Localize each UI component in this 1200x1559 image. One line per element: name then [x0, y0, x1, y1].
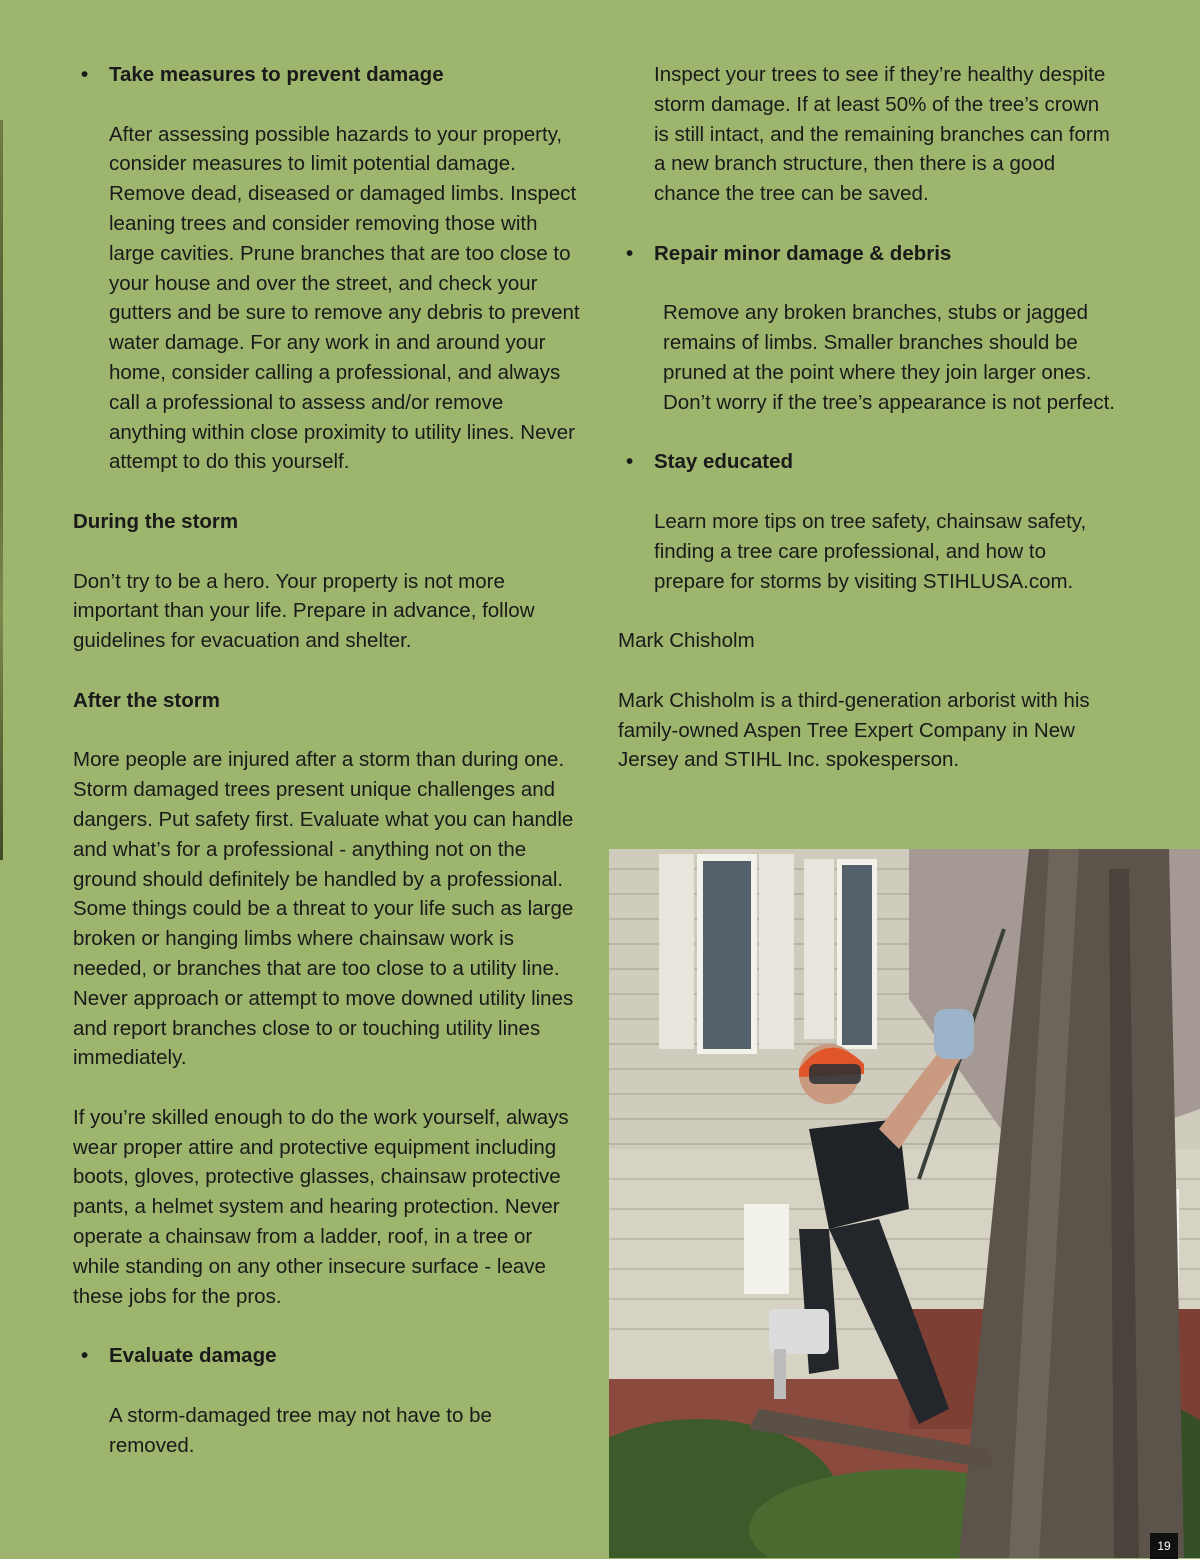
during-storm-text: Don’t try to be a hero. Your property is not more important than your life. Prepare in advance, follow guidelines for evacuation and shelter. — [73, 569, 535, 653]
page-number: 19 — [1150, 1533, 1178, 1559]
bullet-heading-stay-educated: • Stay educated — [618, 447, 1118, 477]
prevent-damage-text: After assessing possible hazards to your property, consider measures to limit potential damage. Remove dead, diseased or damaged limbs. Inspect leaning trees and consider removing those with large cavities. Prune branches that are too close to your house and over the street, and check your gutters and be sure to remove any debris to prevent water damage. For any work in and around your home, consider calling a professional, and always call a professional to assess and/or remove anything within close proximity to utility lines. Never attempt to do this yourself. — [109, 122, 580, 474]
arborist-photo — [609, 849, 1200, 1558]
bullet-heading-evaluate-damage: • Evaluate damage — [73, 1341, 583, 1371]
bullet-heading-repair-damage: • Repair minor damage & debris — [618, 239, 1118, 269]
arborist-climbing-tree-photo-icon — [609, 849, 1200, 1558]
left-edge-photo-strip — [0, 120, 3, 860]
right-column — [618, 60, 1118, 805]
bullet-heading-prevent-damage: • Take measures to prevent damage — [73, 60, 583, 90]
during-storm-heading: During the storm — [73, 509, 239, 533]
after-storm-text-1: More people are injured after a storm than during one. Storm damaged trees present unique challenges and dangers. Put safety first. Evaluate what you can handle and what’s for a professional - anything not on the ground should definitely be handled by a professional. Some things could be a threat to your life such as large broken or hanging limbs where chainsaw work is needed, or branches that are too close to a utility line. Never approach or attempt to move downed utility lines and report branches close to or touching utility lines immediately. — [73, 748, 574, 1070]
after-storm-heading: After the storm — [73, 688, 220, 712]
repair-damage-text: Remove any broken branches, stubs or jagged remains of limbs. Smaller branches should be pruned at the point where they join larger ones. Don’t worry if the tree’s appearance is not perfect. — [663, 301, 1115, 414]
left-column — [73, 60, 583, 1490]
evaluate-damage-continued: Inspect your trees to see if they’re healthy despite storm damage. If at least 50% of the tree’s crown is still intact, and the remaining branches can form a new branch structure, then there is a good chance the tree can be saved. — [654, 63, 1110, 206]
after-storm-text-2: If you’re skilled enough to do the work yourself, always wear proper attire and protective equipment including boots, gloves, protective glasses, chainsaw protective pants, a helmet system and hearing protection. Never operate a chainsaw from a ladder, roof, in a tree or while standing on any other insecure surface - leave these jobs for the pros. — [73, 1105, 569, 1308]
stay-educated-text: Learn more tips on tree safety, chainsaw safety, finding a tree care professional, and how to prepare for storms by visiting STIHLUSA.com. — [654, 509, 1087, 593]
author-name: Mark Chisholm — [618, 629, 755, 653]
author-bio: Mark Chisholm is a third-generation arborist with his family-owned Aspen Tree Expert Company in New Jersey and STIHL Inc. spokesperson. — [618, 688, 1090, 772]
evaluate-damage-text: A storm-damaged tree may not have to be removed. — [109, 1403, 492, 1457]
